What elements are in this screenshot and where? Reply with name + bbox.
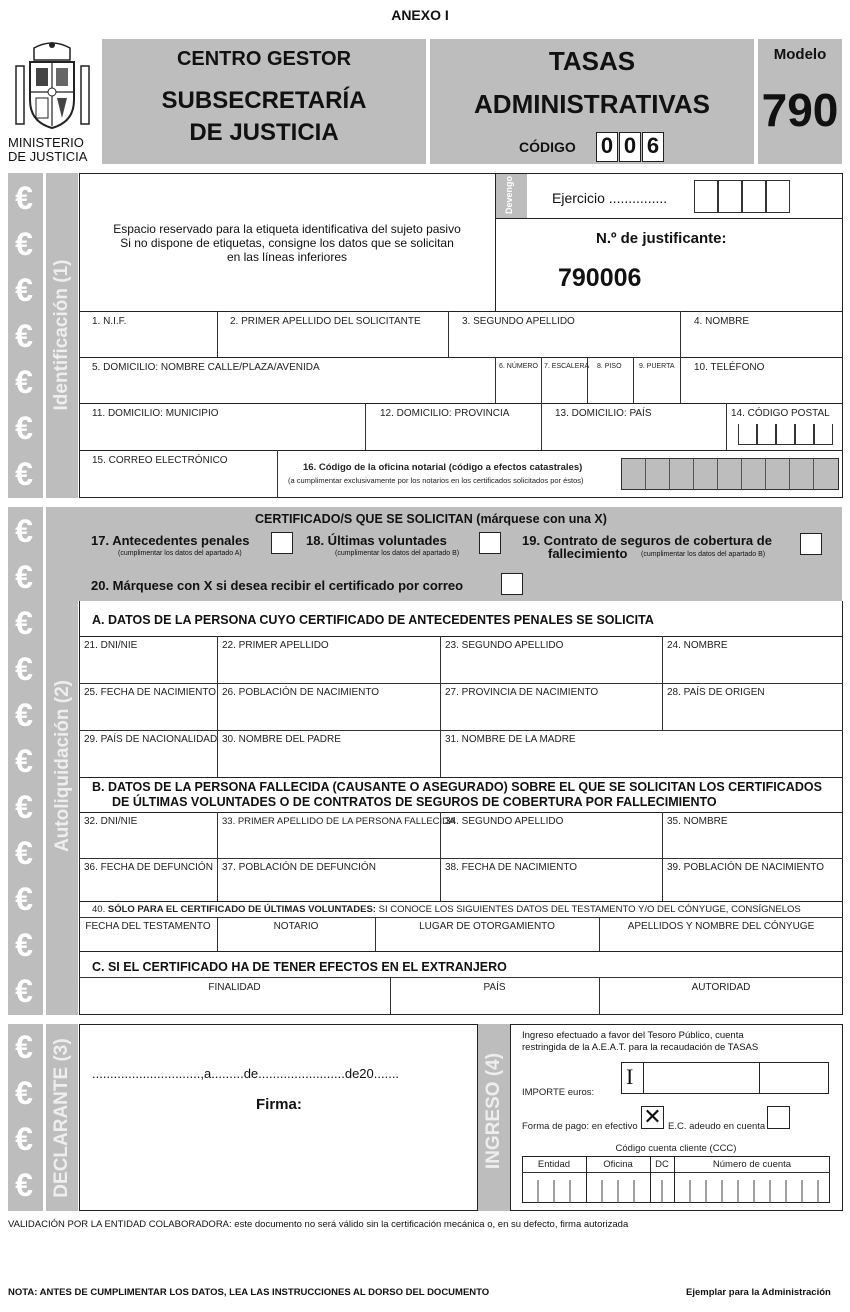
euro-icon: €	[15, 456, 33, 492]
ec-adeudo-label: E.C. adeudo en cuenta	[668, 1121, 766, 1132]
declarante-box	[79, 1024, 478, 1211]
cp-digit-box[interactable]	[757, 424, 776, 445]
euro-icon: €	[15, 1167, 33, 1203]
ministry-name: MINISTERIO DE JUSTICIA	[8, 135, 88, 164]
importe-prefix: I	[626, 1064, 634, 1089]
field-finalidad[interactable]: FINALIDAD	[208, 982, 261, 993]
check-antecedentes[interactable]	[271, 532, 293, 554]
field-36[interactable]: 36. FECHA DE DEFUNCIÓN	[84, 862, 213, 873]
field-33[interactable]: 33. PRIMER APELLIDO DE LA PERSONA FALLECIDA	[222, 816, 456, 827]
section1-label: Identificación (1)	[51, 259, 72, 411]
field-piso[interactable]: 8. PISO	[597, 363, 622, 370]
field-23[interactable]: 23. SEGUNDO APELLIDO	[445, 640, 564, 651]
check-seguros-note: (cumplimentar los datos del apartado B)	[641, 551, 766, 558]
field-segundo-apellido[interactable]: 3. SEGUNDO APELLIDO	[462, 316, 575, 327]
ccc-dc: DC	[655, 1159, 669, 1170]
section-b-title: B. DATOS DE LA PERSONA FALLECIDA (CAUSANTE O ASEGURADO) SOBRE EL QUE SE SOLICITAN LOS CERTIFICADOS DE ÚLTIMAS VOLUNTADES O DE CONTRATOS DE SEGUROS DE COBERTURA POR FALLECIMIENTO	[92, 780, 822, 809]
field-correo[interactable]: 15. CORREO ELECTRÓNICO	[92, 455, 228, 466]
field-35[interactable]: 35. NOMBRE	[667, 816, 728, 827]
oficina-notarial-note: (a cumplimentar exclusivamente por los notarios en los certificados solicitados por éstos)	[288, 476, 584, 485]
ccc-digit-ticks	[522, 1180, 830, 1203]
euro-icon: €	[15, 927, 33, 963]
modelo-block: Modelo 790	[758, 39, 842, 164]
field-31[interactable]: 31. NOMBRE DE LA MADRE	[445, 734, 576, 745]
field-32[interactable]: 32. DNI/NIE	[84, 816, 138, 827]
codigo-digit: 0	[596, 132, 618, 162]
field-fecha-testamento[interactable]: FECHA DEL TESTAMENTO	[85, 921, 211, 932]
field-40-label: 40. SÓLO PARA EL CERTIFICADO DE ÚLTIMAS VOLUNTADES: SI CONOCE LOS SIGUIENTES DATOS DEL TESTAMENTO Y/O DEL CÓNYUGE, CONSÍGNELOS	[92, 904, 801, 915]
euro-icon: €	[15, 180, 33, 216]
field-29[interactable]: 29. PAÍS DE NACIONALIDAD	[84, 734, 218, 745]
codigo-digit: 0	[619, 132, 641, 162]
euro-icon: €	[15, 226, 33, 262]
ccc-label: Código cuenta cliente (CCC)	[615, 1143, 737, 1154]
euro-icon: €	[15, 881, 33, 917]
ejercicio-digit-box[interactable]	[742, 180, 766, 213]
euro-icon: €	[15, 743, 33, 779]
importe-label: IMPORTE euros:	[522, 1087, 595, 1098]
check-ultimas-label: 18. Últimas voluntades	[306, 533, 447, 548]
field-21[interactable]: 21. DNI/NIE	[84, 640, 138, 651]
forma-pago-label: Forma de pago: en efectivo	[522, 1121, 638, 1132]
euro-icon: €	[15, 559, 33, 595]
field-37[interactable]: 37. POBLACIÓN DE DEFUNCIÓN	[222, 862, 376, 873]
field-primer-apellido[interactable]: 2. PRIMER APELLIDO DEL SOLICITANTE	[230, 316, 421, 327]
reserved-space-text: Espacio reservado para la etiqueta identificativa del sujeto pasivo Si no dispone de etiquetas, consigne los datos que se solicitan en las líneas inferiores	[113, 222, 461, 264]
euro-icon: €	[15, 272, 33, 308]
ccc-entidad: Entidad	[537, 1159, 571, 1170]
annex-title: ANEXO I	[391, 7, 449, 23]
devengo-label: Devengo	[504, 176, 514, 215]
nota-instrucciones: NOTA: ANTES DE CUMPLIMENTAR LOS DATOS, LEA LAS INSTRUCCIONES AL DORSO DEL DOCUMENTO	[8, 1287, 490, 1298]
field-30[interactable]: 30. NOMBRE DEL PADRE	[222, 734, 341, 745]
field-39[interactable]: 39. POBLACIÓN DE NACIMIENTO	[667, 862, 825, 873]
notarial-code-boxes[interactable]	[621, 458, 839, 490]
section4-label: INGRESO (4)	[483, 1052, 504, 1170]
cp-digit-box[interactable]	[738, 424, 757, 445]
coat-of-arms-icon	[10, 40, 95, 132]
cp-digit-box[interactable]	[795, 424, 814, 445]
field-pais-efectos[interactable]: PAÍS	[483, 982, 506, 993]
euro-icon: €	[15, 651, 33, 687]
ejercicio-digit-box[interactable]	[718, 180, 742, 213]
field-provincia[interactable]: 12. DOMICILIO: PROVINCIA	[380, 408, 510, 419]
euro-icon: €	[15, 1029, 33, 1065]
field-notario[interactable]: NOTARIO	[273, 921, 319, 932]
ingreso-text: Ingreso efectuado a favor del Tesoro Público, cuenta restringida de la A.E.A.T. para la recaudación de TASAS	[522, 1030, 759, 1053]
check-adeudo[interactable]	[767, 1106, 790, 1129]
field-pais[interactable]: 13. DOMICILIO: PAÍS	[555, 408, 652, 419]
ejercicio-digit-box[interactable]	[766, 180, 790, 213]
field-26[interactable]: 26. POBLACIÓN DE NACIMIENTO	[222, 687, 380, 698]
euro-icon: €	[15, 835, 33, 871]
field-nombre[interactable]: 4. NOMBRE	[694, 316, 750, 327]
justificante-label: N.º de justificante:	[596, 230, 727, 247]
ejemplar-label: Ejemplar para la Administración	[686, 1287, 831, 1298]
section-a-title: A. DATOS DE LA PERSONA CUYO CERTIFICADO DE ANTECEDENTES PENALES SE SOLICITA	[92, 613, 654, 627]
section2-label: Autoliquidación (2)	[52, 679, 73, 853]
field-25[interactable]: 25. FECHA DE NACIMIENTO	[84, 687, 217, 698]
field-nif[interactable]: 1. N.I.F.	[92, 316, 127, 327]
field-telefono[interactable]: 10. TELÉFONO	[694, 362, 765, 373]
section-c-title: C. SI EL CERTIFICADO HA DE TENER EFECTOS EN EL EXTRANJERO	[92, 960, 507, 974]
field-28[interactable]: 28. PAÍS DE ORIGEN	[667, 687, 765, 698]
check-efectivo[interactable]: ✕	[641, 1106, 664, 1129]
check-antecedentes-note: (cumplimentar los datos del apartado A)	[118, 550, 242, 557]
field-municipio[interactable]: 11. DOMICILIO: MUNICIPIO	[92, 408, 219, 419]
field-puerta[interactable]: 9. PUERTA	[639, 363, 675, 370]
justificante-number: 790006	[558, 264, 642, 292]
check-correo-label: 20. Márquese con X si desea recibir el certificado por correo	[91, 578, 464, 593]
euro-icon: €	[15, 513, 33, 549]
field-domicilio-calle[interactable]: 5. DOMICILIO: NOMBRE CALLE/PLAZA/AVENIDA	[92, 362, 320, 373]
field-conyuge[interactable]: APELLIDOS Y NOMBRE DEL CÓNYUGE	[627, 921, 815, 932]
check-antecedentes-label: 17. Antecedentes penales	[91, 533, 250, 548]
centro-gestor-block: CENTRO GESTOR SUBSECRETARÍA DE JUSTICIA	[102, 39, 426, 164]
cp-digit-box[interactable]	[814, 424, 833, 445]
check-seguros-label-2: fallecimiento	[548, 546, 628, 561]
field-autoridad[interactable]: AUTORIDAD	[691, 982, 751, 993]
section3-label: DECLARANTE (3)	[51, 1038, 72, 1198]
field-escalera[interactable]: 7. ESCALERA	[544, 363, 590, 370]
field-24[interactable]: 24. NOMBRE	[667, 640, 728, 651]
field-38[interactable]: 38. FECHA DE NACIMIENTO	[445, 862, 578, 873]
ccc-oficina: Oficina	[603, 1159, 633, 1170]
field-27[interactable]: 27. PROVINCIA DE NACIMIENTO	[445, 687, 599, 698]
importe-input[interactable]	[621, 1062, 829, 1094]
field-lugar-otorgamiento[interactable]: LUGAR DE OTORGAMIENTO	[419, 921, 555, 932]
field-oficina-notarial[interactable]: 16. Código de la oficina notarial (código a efectos catastrales)	[303, 462, 583, 473]
euro-icon: €	[15, 697, 33, 733]
field-codigo-postal[interactable]: 14. CÓDIGO POSTAL	[731, 408, 830, 419]
euro-icon: €	[15, 605, 33, 641]
ejercicio-digit-box[interactable]	[694, 180, 718, 213]
validation-note: VALIDACIÓN POR LA ENTIDAD COLABORADORA: este documento no será válido sin la certificación mecánica o, en su defecto, firma autorizada	[8, 1219, 629, 1230]
firma-label: Firma:	[256, 1096, 302, 1113]
euro-icon: €	[15, 364, 33, 400]
field-22[interactable]: 22. PRIMER APELLIDO	[222, 640, 329, 651]
euro-icon: €	[15, 789, 33, 825]
field-34[interactable]: 34. SEGUNDO APELLIDO	[445, 816, 564, 827]
tasas-block: TASAS ADMINISTRATIVAS CÓDIGO	[430, 39, 754, 164]
euro-icon: €	[15, 973, 33, 1009]
euro-icon: €	[15, 1075, 33, 1111]
field-numero[interactable]: 6. NÚMERO	[499, 363, 538, 370]
ejercicio-label: Ejercicio ...............	[552, 190, 668, 206]
check-seguros-label: 19. Contrato de seguros de cobertura de	[522, 533, 772, 548]
declarante-date-line[interactable]: ..............................,a.........de........................de20.......	[92, 1066, 400, 1081]
check-ultimas-note: (cumplimentar los datos del apartado B)	[335, 550, 460, 557]
check-correo[interactable]	[501, 573, 523, 595]
euro-icon: €	[15, 318, 33, 354]
euro-icon: €	[15, 1121, 33, 1157]
ccc-numero-cuenta: Número de cuenta	[712, 1159, 792, 1170]
check-seguros[interactable]	[800, 533, 822, 555]
euro-icon: €	[15, 410, 33, 446]
check-ultimas[interactable]	[479, 532, 501, 554]
codigo-digit: 6	[642, 132, 664, 162]
cp-digit-box[interactable]	[776, 424, 795, 445]
certificados-title: CERTIFICADO/S QUE SE SOLICITAN (márquese con una X)	[255, 512, 607, 526]
